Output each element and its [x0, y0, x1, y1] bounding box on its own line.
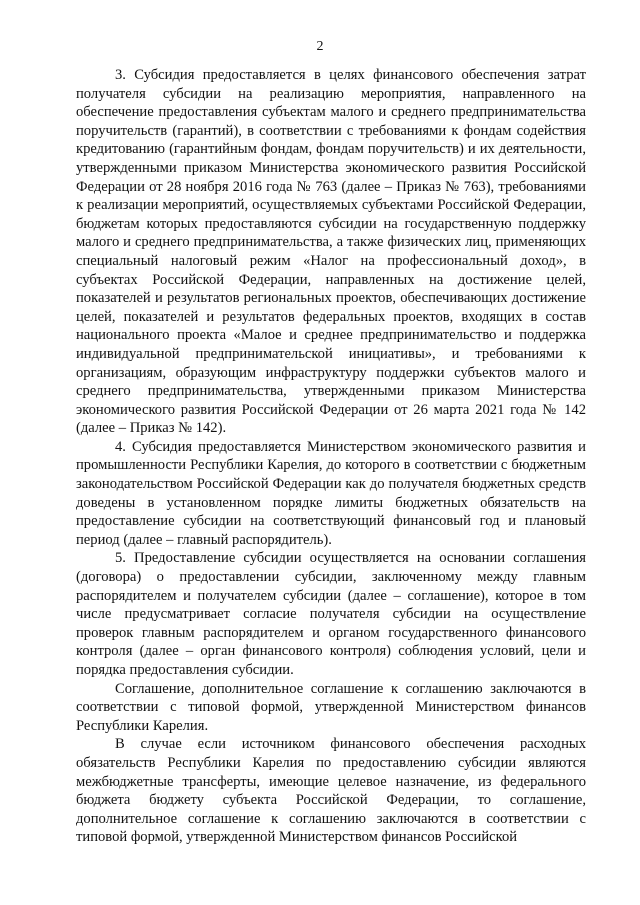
page-number: 2 [316, 39, 324, 54]
paragraph-3: 3. Субсидия предоставляется в целях финансового обеспечения затрат получателя субсидии на реализацию мероприятия, направленного на обеспечение предоставления субъектам малого и среднего предпринимательства поручительств (гарантий), в соответствии с требованиями к фондам содействия кредитованию (гарантийным фондам, фондам поручительств) и их деятельности, утвержденными приказом Министерства экономического развития Российской Федерации от 28 ноября 2016 года № 763 (далее – Приказ № 763), требованиями к реализации мероприятий, осуществляемых субъектами Российской Федерации, бюджетам которых предоставляются субсидии на государственную поддержку малого и среднего предпринимательства, а также физических лиц, применяющих специальный налоговый режим «Налог на профессиональный доход», в субъектах Российской Федерации, направленных на достижение целей, показателей и результатов региональных проектов, обеспечивающих достижение целей, показателей и результатов федеральных проектов, входящих в состав национального проекта «Малое и среднее предпринимательство и поддержка индивидуальной предпринимательской инициативы», и требованиями к организациям, образующим инфраструктуру поддержки субъектов малого и среднего предпринимательства, утвержденными приказом Министерства экономического развития Российской Федерации от 26 марта 2021 года № 142 (далее – Приказ № 142). [76, 67, 586, 437]
paragraph-agreement-form: Соглашение, дополнительное соглашение к соглашению заключаются в соответствии с типовой формой, утвержденной Министерством финансов Республики Карелия. [76, 680, 586, 734]
paragraph-federal-transfers: В случае если источником финансового обеспечения расходных обязательств Республики Карелия по предоставлению субсидии являются межбюджетные трансферты, имеющие целевое назначение, из федерального бюджета бюджету субъекта Российской Федерации, то соглашение, дополнительное соглашение к соглашению заключаются в соответствии с типовой формой, утвержденной Министерством финансов Российской [76, 736, 586, 846]
document-body [76, 66, 586, 847]
paragraph-5: 5. Предоставление субсидии осуществляется на основании соглашения (договора) о предоставлении субсидии, заключенному между главным распорядителем и получателем субсидии (далее – соглашение), которое в том числе предусматривает согласие получателя субсидии на осуществление проверок главным распорядителем и органом государственного финансового контроля (далее – орган финансового контроля) соблюдения условий, цели и порядка предоставления субсидии. [76, 550, 586, 678]
paragraph-4: 4. Субсидия предоставляется Министерством экономического развития и промышленности Республики Карелия, до которого в соответствии с бюджетным законодательством Российской Федерации как до получателя бюджетных средств доведены в установленном порядке лимиты бюджетных обязательств на предоставление субсидии на соответствующий финансовый год и плановый период (далее – главный распорядитель). [76, 438, 586, 548]
